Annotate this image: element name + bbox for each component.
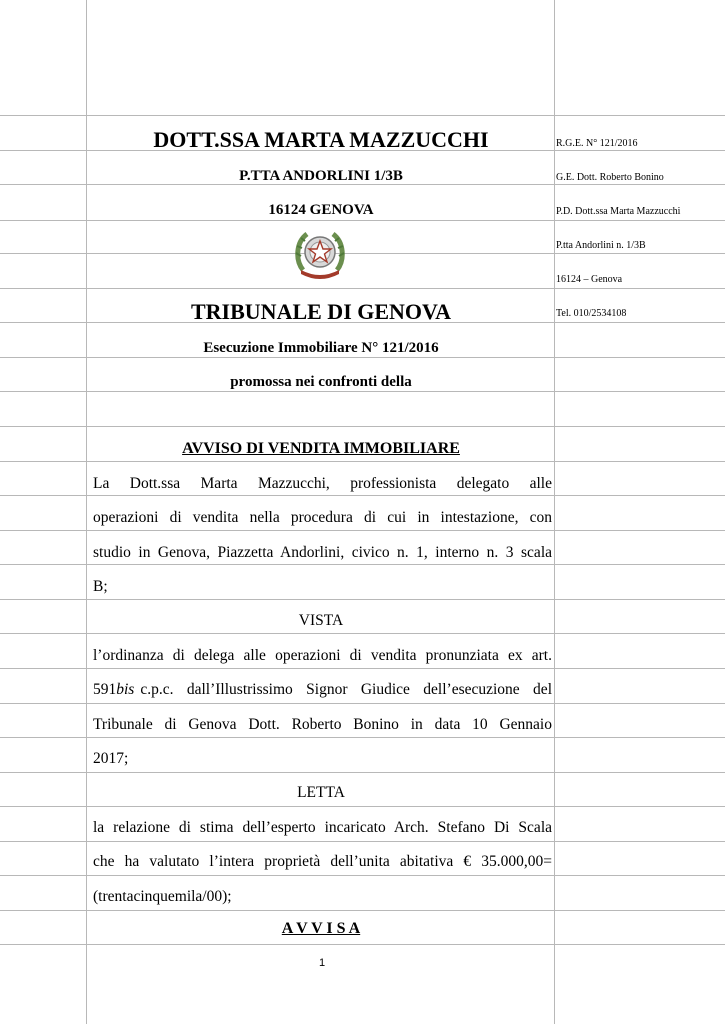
rule-line bbox=[0, 461, 725, 462]
letta-heading: LETTA bbox=[297, 784, 345, 801]
rule-line bbox=[0, 737, 725, 738]
rule-line bbox=[0, 115, 725, 116]
rule-line bbox=[0, 910, 725, 911]
margin-line-left bbox=[86, 0, 87, 1024]
rule-line bbox=[0, 841, 725, 842]
vista-line: Tribunale di Genova Dott. Roberto Bonino in data 10 Gennaio bbox=[93, 716, 552, 733]
rule-line bbox=[0, 564, 725, 565]
sidebar-address: P.tta Andorlini n. 1/3B bbox=[556, 240, 646, 251]
sidebar-rge: R.G.E. N° 121/2016 bbox=[556, 138, 638, 149]
rule-line bbox=[0, 391, 725, 392]
rule-line bbox=[0, 668, 725, 669]
procedure-number: Esecuzione Immobiliare N° 121/2016 bbox=[203, 340, 439, 356]
rule-line bbox=[0, 772, 725, 773]
vista-heading: VISTA bbox=[298, 612, 344, 629]
rule-line bbox=[0, 806, 725, 807]
page-number: 1 bbox=[318, 957, 326, 969]
vista-line bbox=[93, 681, 552, 699]
repubblica-emblem-icon bbox=[293, 226, 347, 282]
rule-line bbox=[0, 599, 725, 600]
rule-line bbox=[0, 530, 725, 531]
intro-line: studio in Genova, Piazzetta Andorlini, civico n. 1, interno n. 3 scala bbox=[93, 544, 552, 561]
rule-line bbox=[0, 426, 725, 427]
sidebar-judge: G.E. Dott. Roberto Bonino bbox=[556, 172, 664, 183]
rule-line bbox=[0, 253, 725, 254]
rule-line bbox=[0, 357, 725, 358]
avvisa-heading: A V V I S A bbox=[281, 920, 361, 937]
rule-line bbox=[0, 220, 725, 221]
letta-line: che ha valutato l’intera proprietà dell’unita abitativa € 35.000,00= bbox=[93, 853, 552, 870]
letta-line: la relazione di stima dell’esperto incaricato Arch. Stefano Di Scala bbox=[93, 819, 552, 836]
notice-title: AVVISO DI VENDITA IMMOBILIARE bbox=[182, 440, 460, 457]
rule-line bbox=[0, 944, 725, 945]
margin-line-right bbox=[554, 0, 555, 1024]
sidebar-phone: Tel. 010/2534108 bbox=[556, 308, 627, 319]
rule-line bbox=[0, 875, 725, 876]
delegate-address: P.TTA ANDORLINI 1/3B bbox=[239, 168, 403, 184]
vista-line-part: c.p.c. dall’Illustrissimo Signor Giudice dell’esecuzione del bbox=[140, 681, 552, 698]
vista-line: l’ordinanza di delega alle operazioni di vendita pronunziata ex art. bbox=[93, 647, 552, 664]
intro-line: B; bbox=[93, 578, 108, 595]
rule-line bbox=[0, 288, 725, 289]
vista-line-italic: bis bbox=[116, 681, 135, 698]
sidebar-city: 16124 – Genova bbox=[556, 274, 623, 285]
vista-line: 2017; bbox=[93, 750, 129, 767]
vista-line-part: 591 bbox=[93, 681, 117, 698]
intro-line: La Dott.ssa Marta Mazzucchi, professionista delegato alle bbox=[93, 475, 552, 492]
rule-line bbox=[0, 703, 725, 704]
rule-line bbox=[0, 495, 725, 496]
letta-line: (trentacinquemila/00); bbox=[93, 888, 232, 905]
delegate-name-heading: DOTT.SSA MARTA MAZZUCCHI bbox=[153, 127, 489, 152]
intro-line: operazioni di vendita nella procedura di cui in intestazione, con bbox=[93, 509, 552, 526]
against-line: promossa nei confronti della bbox=[230, 374, 412, 390]
delegate-city: 16124 GENOVA bbox=[268, 202, 374, 218]
sidebar-delegate: P.D. Dott.ssa Marta Mazzucchi bbox=[556, 206, 681, 217]
court-heading: TRIBUNALE DI GENOVA bbox=[191, 299, 451, 324]
rule-line bbox=[0, 633, 725, 634]
